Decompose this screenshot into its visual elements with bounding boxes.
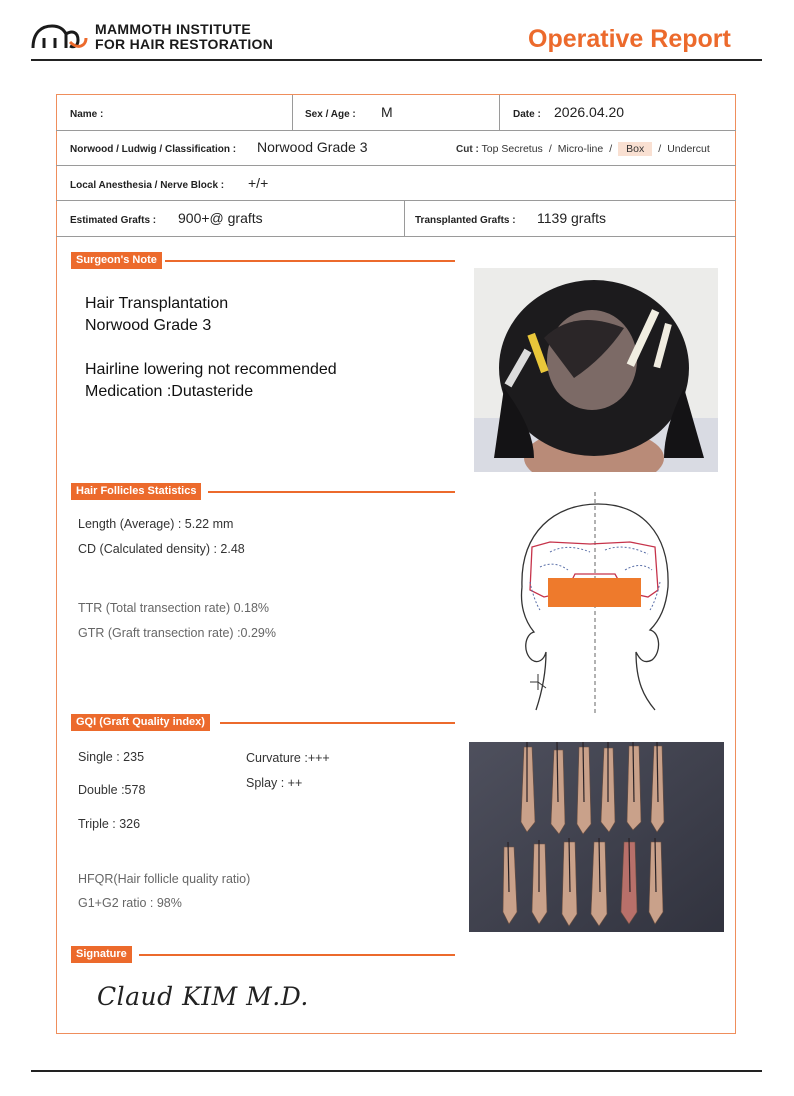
graft-follicles-photo	[469, 742, 724, 932]
cut-label: Cut :	[456, 144, 479, 155]
col-divider	[292, 95, 293, 130]
row-divider	[56, 130, 736, 131]
surgeons-note-heading: Surgeon's Note	[71, 252, 162, 269]
row-divider	[56, 165, 736, 166]
stat-cd: CD (Calculated density) : 2.48	[78, 542, 245, 556]
gqi-single: Single : 235	[78, 750, 145, 764]
head-donor-diagram	[510, 492, 690, 714]
date-label: Date :	[513, 109, 541, 120]
cut-option-micro-line: Micro-line	[557, 143, 604, 155]
stat-gtr: GTR (Graft transection rate) :0.29%	[78, 626, 276, 640]
follicle-stats-heading: Hair Follicles Statistics	[71, 483, 201, 500]
row-divider	[56, 236, 736, 237]
stat-ttr: TTR (Total transection rate) 0.18%	[78, 601, 270, 615]
col-divider	[404, 200, 405, 236]
logo-line-2: FOR HAIR RESTORATION	[95, 36, 274, 52]
name-label: Name :	[70, 109, 104, 120]
section-rule	[139, 954, 455, 956]
row-divider	[56, 200, 736, 201]
gqi-g1g2: G1+G2 ratio : 98%	[78, 896, 182, 910]
cut-option-undercut: Undercut	[667, 143, 710, 155]
classification-label: Norwood / Ludwig / Classification :	[70, 144, 237, 155]
gqi-triple: Triple : 326	[78, 817, 141, 831]
note-line	[85, 337, 337, 359]
gqi-splay: Splay : ++	[246, 776, 303, 790]
surgeons-note-text	[85, 293, 337, 403]
note-line: Hairline lowering not recommended	[85, 361, 337, 378]
sex-age-value: M	[381, 104, 393, 120]
report-title: Operative Report	[528, 25, 731, 53]
transplanted-grafts-value: 1139 grafts	[537, 210, 607, 226]
signature-heading: Signature	[71, 946, 132, 963]
anesthesia-value: +/+	[248, 175, 269, 191]
gqi-double: Double :578	[78, 783, 146, 797]
section-rule	[208, 491, 455, 493]
logo-line-1: MAMMOTH INSTITUTE	[95, 21, 251, 37]
section-rule	[220, 722, 455, 724]
classification-value: Norwood Grade 3	[257, 139, 368, 155]
cut-option-top-secretus: Top Secretus	[481, 143, 543, 155]
stat-length: Length (Average) : 5.22 mm	[78, 517, 234, 531]
cut-options: Cut : Top Secretus / Micro-line / Box / Undercut	[456, 143, 710, 155]
gqi-hfqr: HFQR(Hair follicle quality ratio)	[78, 872, 251, 886]
section-rule	[165, 260, 455, 262]
cut-option-box-selected: Box	[618, 142, 652, 156]
col-divider	[499, 95, 500, 130]
note-line: Norwood Grade 3	[85, 317, 212, 334]
note-line: Medication :Dutasteride	[85, 383, 254, 400]
gqi-heading: GQI (Graft Quality index)	[71, 714, 210, 731]
note-line: Hair Transplantation	[85, 295, 229, 312]
estimated-grafts-value: 900+@ grafts	[178, 210, 263, 226]
footer-rule	[31, 1070, 762, 1072]
date-value: 2026.04.20	[554, 104, 625, 120]
mammoth-icon	[30, 20, 90, 52]
logo-text	[95, 22, 273, 52]
header-rule	[31, 59, 762, 61]
signature-name: Claud KIM M.D.	[97, 982, 309, 1011]
scalp-photo	[474, 268, 718, 472]
estimated-grafts-label: Estimated Grafts :	[70, 215, 157, 226]
transplanted-grafts-label: Transplanted Grafts :	[415, 215, 516, 226]
sex-age-label: Sex / Age :	[305, 109, 356, 120]
institute-logo	[30, 20, 90, 52]
anesthesia-label: Local Anesthesia / Nerve Block :	[70, 180, 225, 191]
gqi-curvature: Curvature :+++	[246, 751, 330, 765]
